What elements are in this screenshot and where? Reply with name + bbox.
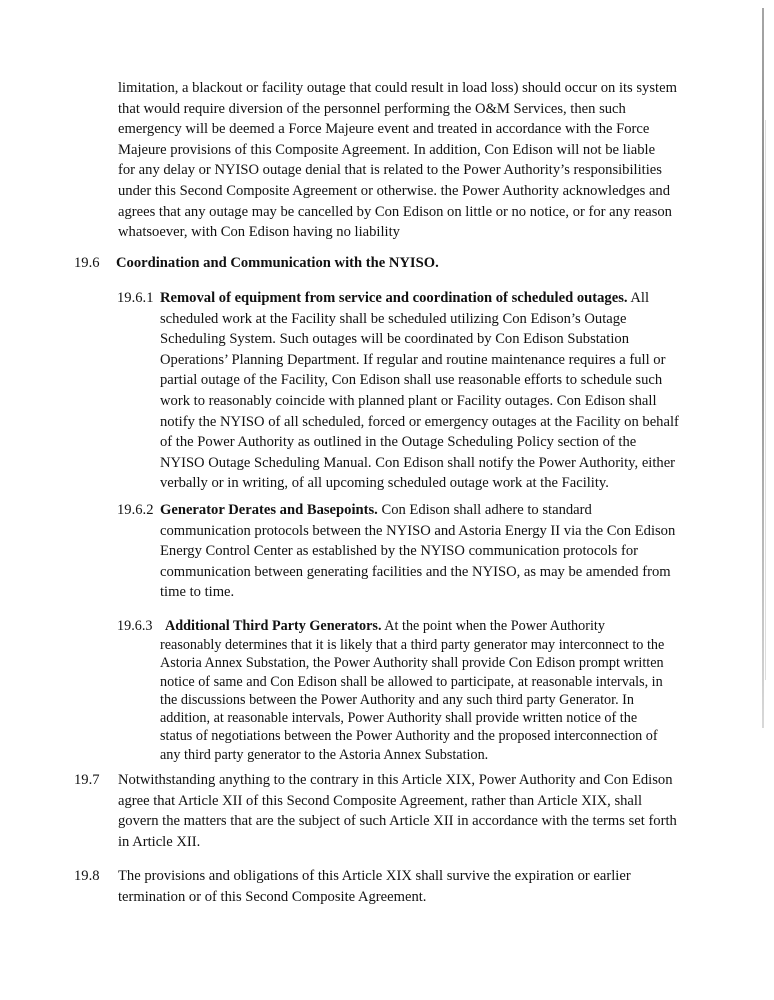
text-line: Astoria Annex Substation, the Power Authority shall provide Con Edison prompt written: [160, 655, 664, 672]
section-19-7: [74, 770, 714, 852]
section-number: 19.7: [74, 772, 100, 788]
text-line: that would require diversion of the personnel performing the O&M Services, then such: [118, 100, 626, 117]
text-line: govern the matters that are the subject of such Article XII in accordance with the terms set forth: [118, 813, 677, 830]
section-first-line: [117, 616, 707, 636]
text-line: status of negotiations between the Power Authority and the proposed interconnection of: [160, 728, 658, 745]
text-line: the discussions between the Power Authority and any such third party Generator. In: [160, 691, 634, 708]
section-first-text: At the point when the Power Authority: [381, 618, 605, 634]
text-line: NYISO Outage Scheduling Manual. Con Edison shall notify the Power Authority, either: [160, 454, 676, 471]
text-line: limitation, a blackout or facility outage that could result in load loss) should occur on its system: [118, 80, 677, 96]
text-line: Scheduling System. Such outages will be coordinated by Con Edison Substation: [160, 331, 629, 348]
text-line: The provisions and obligations of this Article XIX shall survive the expiration or earlier: [118, 868, 631, 884]
text-line: communication between generating facilities and the NYISO, as may be amended from: [160, 563, 671, 580]
section-title: Coordination and Communication with the NYISO.: [116, 255, 439, 271]
section-title: Additional Third Party Generators.: [165, 618, 382, 634]
section-19-6-1: [117, 288, 707, 494]
text-line: addition, at reasonable intervals, Power Authority shall provide written notice of the: [160, 710, 638, 727]
text-line: agrees that any outage may be cancelled by Con Edison on little or no notice, or for any reason: [118, 203, 672, 220]
section-first-text: All: [627, 290, 650, 306]
text-line: whatsoever, with Con Edison having no liability: [118, 224, 400, 241]
text-line: Operations’ Planning Department. If regular and routine maintenance requires a full or: [160, 351, 666, 368]
section-number: 19.6: [74, 255, 100, 271]
text-line: notify the NYISO of all scheduled, forced or emergency outages at the Facility on behalf: [160, 413, 679, 430]
section-title: Generator Derates and Basepoints.: [160, 502, 378, 518]
text-line: under this Second Composite Agreement or otherwise. the Power Authority acknowledges and: [118, 182, 671, 199]
text-line: for any delay or NYISO outage denial that is related to the Power Authority’s responsibilities: [118, 162, 662, 179]
text-line: notice of same and Con Edison shall be allowed to participate, at reasonable intervals, in: [160, 673, 663, 690]
section-number: 19.8: [74, 868, 100, 884]
text-line: any third party generator to the Astoria Annex Substation.: [160, 746, 489, 763]
section-title: Removal of equipment from service and coordination of scheduled outages.: [160, 290, 628, 306]
text-line: Notwithstanding anything to the contrary in this Article XIX, Power Authority and Con Edison: [118, 772, 673, 788]
section-first-line: [117, 500, 707, 521]
text-line: termination or of this Second Composite Agreement.: [118, 888, 427, 905]
text-line: Majeure provisions of this Composite Agreement. In addition, Con Edison will not be liable: [118, 141, 656, 158]
text-line: time to time.: [160, 584, 235, 601]
text-line: scheduled work at the Facility shall be scheduled utilizing Con Edison’s Outage: [160, 310, 627, 327]
text-line: Energy Control Center as established by the NYISO communication protocols for: [160, 543, 638, 560]
section-19-6-2: [117, 500, 707, 603]
text-line: communication protocols between the NYISO and Astoria Energy II via the Con Edison: [160, 522, 676, 539]
section-first-line: [117, 288, 707, 309]
section-number: 19.6.2: [117, 502, 154, 518]
text-line: agree that Article XII of this Second Composite Agreement, rather than Article XIX, shall: [118, 792, 643, 809]
text-line: in Article XII.: [118, 833, 201, 850]
text-line: emergency will be deemed a Force Majeure event and treated in accordance with the Force: [118, 121, 650, 138]
intro-paragraph: [118, 78, 703, 243]
scan-edge-mark: [762, 8, 764, 728]
section-heading-19-6: [74, 253, 714, 274]
text-line: reasonably determines that it is likely that a third party generator may interconnect to the: [160, 637, 665, 653]
text-line: of the Power Authority as outlined in the Outage Scheduling Policy section of the: [160, 434, 637, 451]
text-line: partial outage of the Facility, Con Edison shall use reasonable efforts to schedule such: [160, 372, 663, 389]
text-line: verbally or in writing, of all upcoming scheduled outage work at the Facility.: [160, 475, 609, 492]
section-19-8: [74, 866, 714, 907]
section-number: 19.6.3: [117, 618, 153, 634]
section-number: 19.6.1: [117, 290, 154, 306]
section-first-text: Con Edison shall adhere to standard: [377, 502, 592, 518]
section-19-6-3: [117, 616, 707, 764]
scan-edge-mark-faint: [765, 120, 766, 680]
text-line: work to reasonably coincide with planned plant or Facility outages. Con Edison shall: [160, 392, 657, 409]
